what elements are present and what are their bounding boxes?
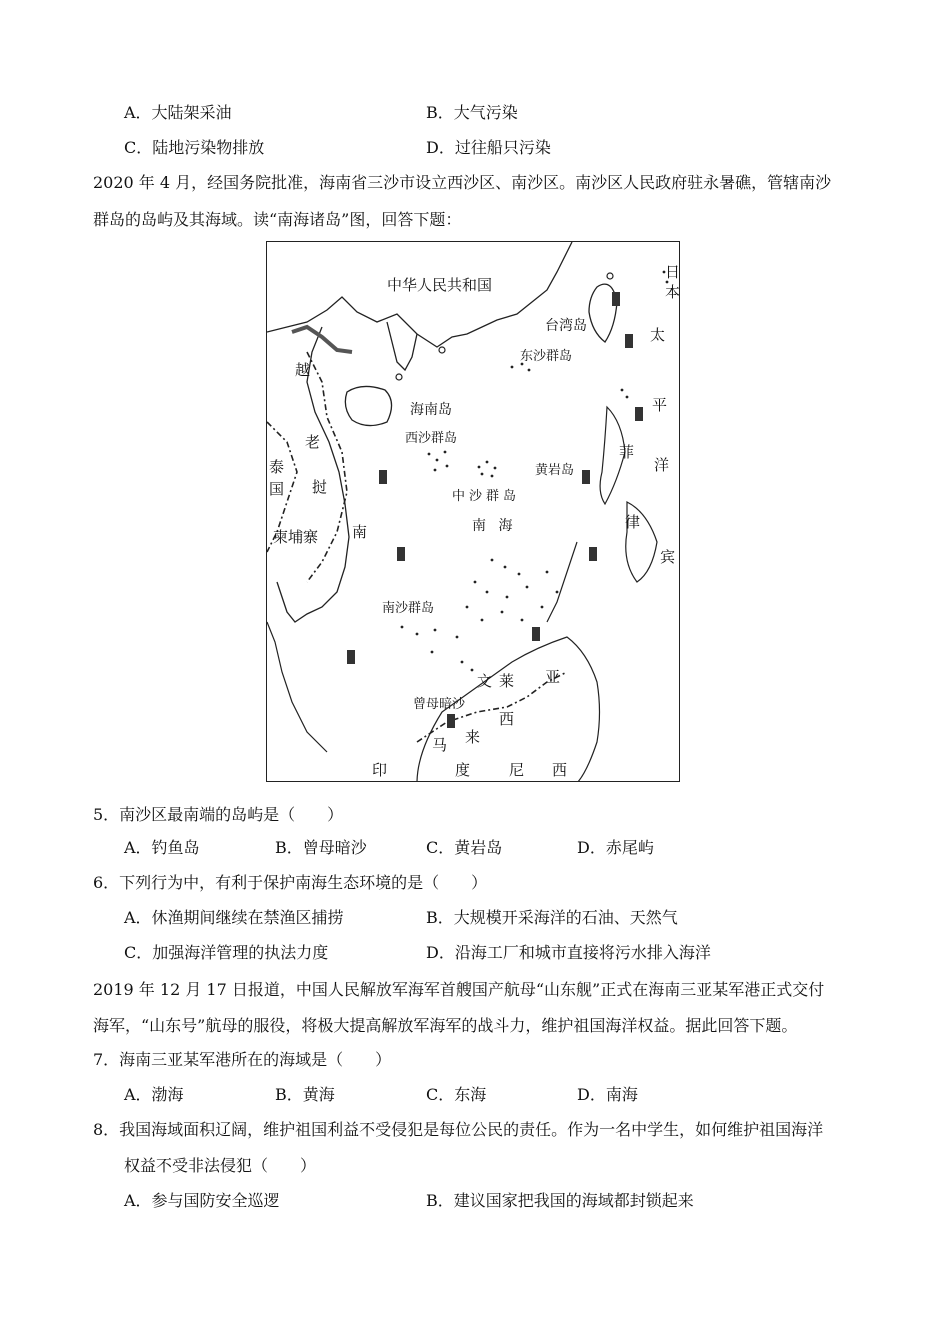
label-zhongsha: 中沙群岛 [452, 489, 521, 504]
q5-stem: 5．南沙区最南端的岛屿是（ ） [93, 805, 344, 824]
passage1-line2: 群岛的岛屿及其海域。读“南海诸岛”图，回答下题： [93, 210, 462, 229]
label-vietnam-2: 南 [352, 523, 368, 541]
guangzhou-marker [439, 347, 445, 353]
passage2-line2: 海军，“山东号”航母的服役，将极大提高解放军海军的战斗力，维护祖国海洋权益。据此回答下题。 [93, 1016, 798, 1035]
label-indonesia-3: 尼 [509, 761, 525, 779]
q4-option-b: B．大气污染 [426, 103, 518, 122]
q5-option-b: B．曾母暗沙 [275, 838, 367, 857]
map-svg [267, 242, 680, 782]
q8-stem-line2: 权益不受非法侵犯（ ） [124, 1156, 317, 1175]
label-indonesia-4: 西 [552, 761, 568, 779]
label-japan-2: 本 [665, 283, 681, 301]
dash-line-marker-8 [347, 650, 355, 664]
dash-line-marker-10 [379, 470, 387, 484]
south-china-sea-map [266, 241, 680, 782]
label-nansha: 南沙群岛 [382, 601, 435, 616]
label-malaysia-ya: 亚 [545, 668, 561, 686]
q8-stem-line1: 8．我国海域面积辽阔，维护祖国利益不受侵犯是每位公民的责任。作为一名中学生，如何维护祖国海洋 [93, 1120, 824, 1139]
q6-stem: 6．下列行为中，有利于保护南海生态环境的是（ ） [93, 873, 488, 892]
label-thailand-1: 泰 [269, 458, 285, 476]
label-pacific-3: 洋 [654, 456, 670, 474]
q6-option-c: C．加强海洋管理的执法力度 [124, 943, 329, 962]
label-xisha: 西沙群岛 [405, 431, 458, 446]
china-vietnam-border [292, 327, 352, 352]
label-malaysia-ma: 马 [432, 736, 448, 754]
dash-line-marker-5 [589, 547, 597, 561]
q7-option-d: D．南海 [577, 1085, 638, 1104]
label-japan-1: 日 [665, 263, 681, 281]
q7-stem: 7．海南三亚某军港所在的海域是（ ） [93, 1050, 392, 1069]
q6-option-b: B．大规模开采海洋的石油、天然气 [426, 908, 678, 927]
dash-line-marker-1 [612, 292, 620, 306]
label-philippines-2: 律 [625, 513, 641, 531]
label-laos-2: 挝 [312, 478, 328, 496]
q8-option-a: A．参与国防安全巡逻 [124, 1191, 280, 1210]
q4-option-d: D．过往船只污染 [426, 138, 551, 157]
taipei-marker [607, 273, 613, 279]
dash-line-marker-4 [582, 470, 590, 484]
q5-option-a: A．钓鱼岛 [124, 838, 200, 857]
label-malaysia-lai: 来 [465, 728, 481, 746]
label-hainan: 海南岛 [410, 402, 452, 418]
passage1-line1: 2020 年 4 月，经国务院批准，海南省三沙市设立西沙区、南沙区。南沙区人民政府驻永暑礁，管辖南沙 [93, 173, 832, 192]
haikou-marker [396, 374, 402, 380]
dash-line-marker-9 [397, 547, 405, 561]
q7-option-a: A．渤海 [124, 1085, 184, 1104]
dash-line-marker-6 [532, 627, 540, 641]
q4-option-c: C．陆地污染物排放 [124, 138, 265, 157]
malay-peninsula-coast [267, 622, 327, 752]
dash-line-marker-7 [447, 714, 455, 728]
q7-option-b: B．黄海 [275, 1085, 335, 1104]
palawan-shape [547, 542, 577, 622]
vietnam-coastline [277, 327, 349, 622]
q7-option-c: C．东海 [426, 1085, 487, 1104]
q6-option-d: D．沿海工厂和城市直接将污水排入海洋 [426, 943, 711, 962]
label-philippines-3: 宾 [660, 548, 676, 566]
q6-option-a: A．休渔期间继续在禁渔区捕捞 [124, 908, 344, 927]
label-zengmu: 曾母暗沙 [413, 697, 466, 712]
label-china: 中华人民共和国 [387, 276, 493, 294]
label-cambodia: 柬埔寨 [273, 528, 319, 546]
label-huangyan: 黄岩岛 [535, 463, 575, 478]
q5-option-c: C．黄岩岛 [426, 838, 503, 857]
label-pacific-1: 太 [650, 326, 666, 344]
hainan-island-shape [345, 386, 391, 425]
passage2-line1: 2019 年 12 月 17 日报道，中国人民解放军海军首艘国产航母“山东舰”正式在海南三亚某军港正式交付 [93, 980, 825, 999]
label-vietnam-1: 越 [295, 361, 311, 379]
label-dongsha: 东沙群岛 [520, 349, 573, 364]
label-indonesia-1: 印 [372, 761, 388, 779]
q4-option-a: A．大陆架采油 [124, 103, 232, 122]
dash-line-marker-3 [635, 407, 643, 421]
laos-vietnam-border [307, 352, 347, 582]
label-malaysia-xi: 西 [499, 710, 515, 728]
label-taiwan: 台湾岛 [545, 318, 587, 334]
label-nanhai: 南 海 [472, 518, 517, 534]
label-pacific-2: 平 [652, 396, 668, 414]
label-philippines-1: 菲 [619, 443, 635, 461]
label-thailand-2: 国 [269, 480, 285, 498]
q5-option-d: D．赤尾屿 [577, 838, 654, 857]
label-brunei-2: 莱 [499, 672, 515, 690]
label-laos-1: 老 [305, 433, 321, 451]
dash-line-marker-2 [625, 334, 633, 348]
label-brunei-1: 文 [477, 672, 493, 690]
q8-option-b: B．建议国家把我国的海域都封锁起来 [426, 1191, 694, 1210]
label-indonesia-2: 度 [455, 761, 471, 779]
